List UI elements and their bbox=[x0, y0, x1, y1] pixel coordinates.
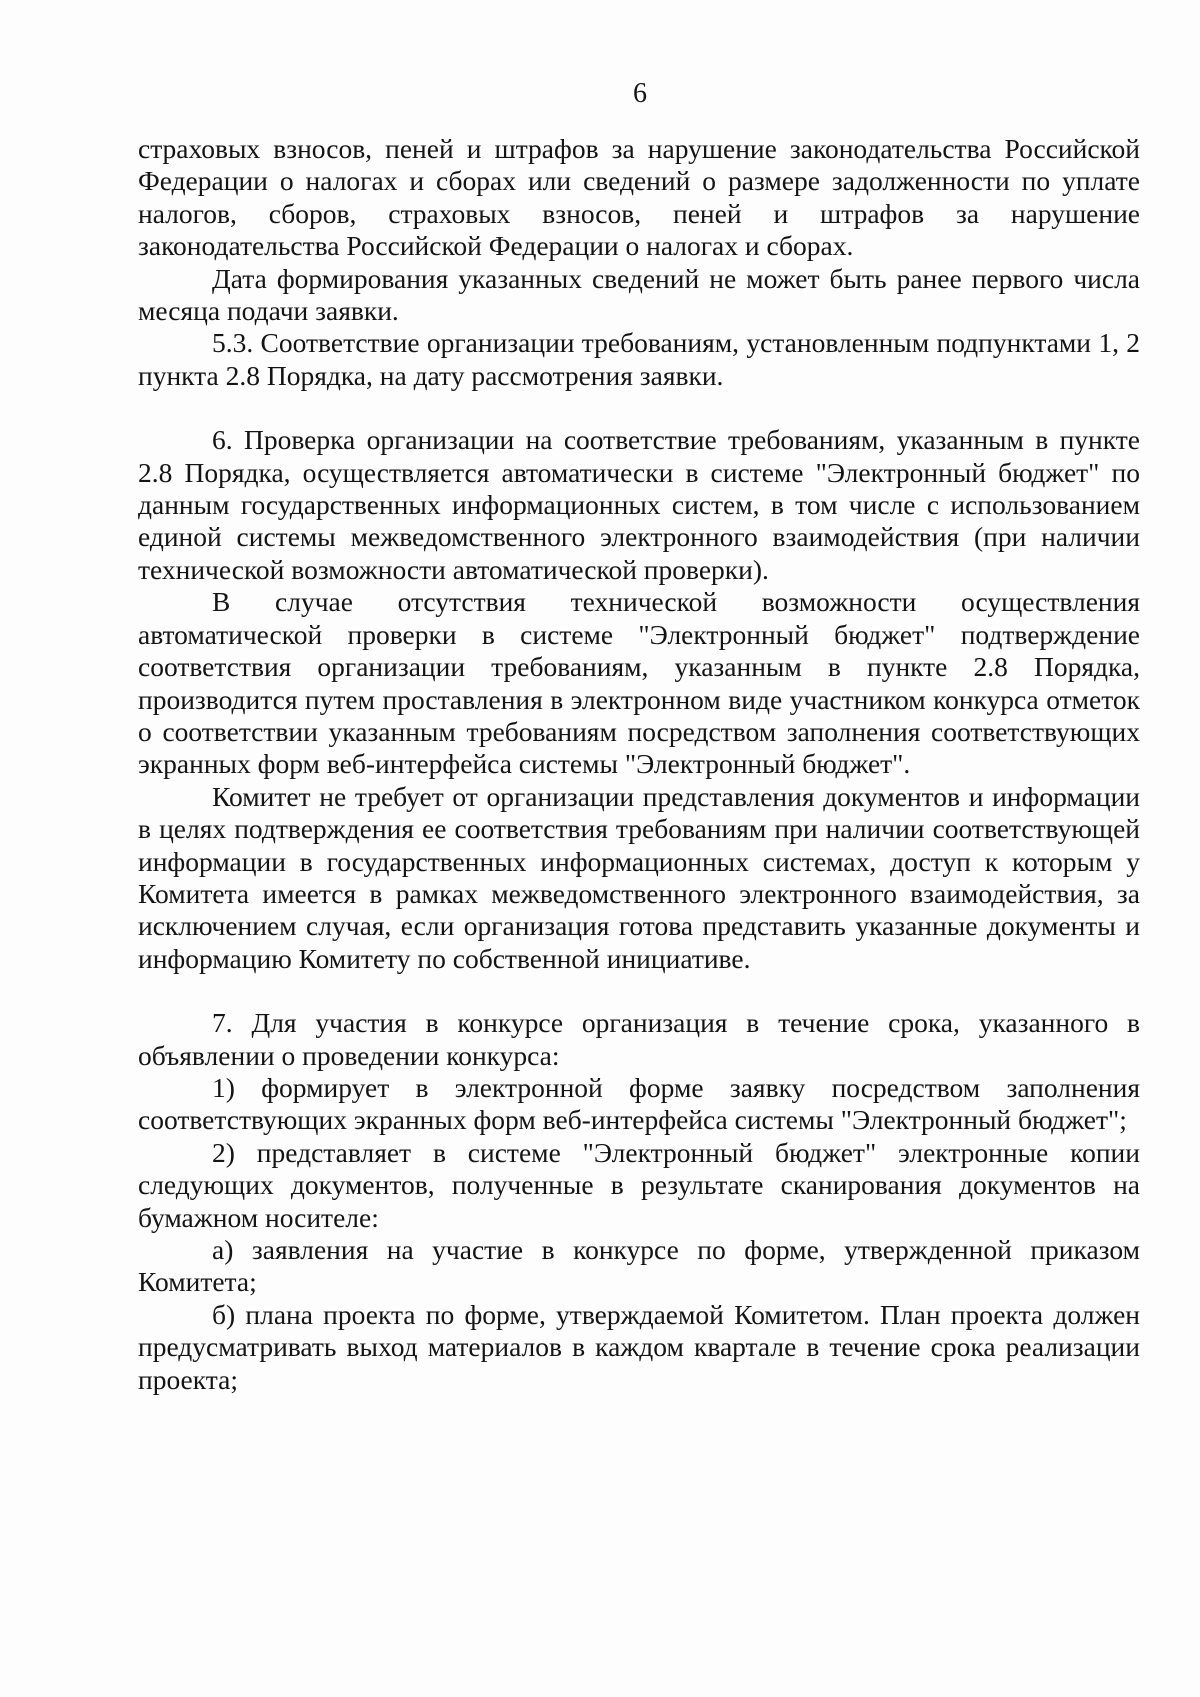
paragraph-tax-debt-info: страховых взносов, пеней и штрафов за нарушение законодательства Российской Федерации о налогах и сборах или сведений о размере задолженности по уплате налогов, сборов, страховых взносов, пеней и штрафов за нарушение законодательства Российской Федерации о налогах и сборах. bbox=[138, 133, 1140, 262]
paragraph-committee-not-require: Комитет не требует от организации представления документов и информации в целях подтверждения ее соответствия требованиям при наличии соответствующей информации в государственных информационных системах, доступ к которым у Комитета имеется в рамках межведомственного электронного взаимодействия, за исключением случая, если организация готова представить указанные документы и информацию Комитету по собственной инициативе. bbox=[138, 780, 1140, 974]
paragraph-7-participation: 7. Для участия в конкурсе организация в течение срока, указанного в объявлении о проведении конкурса: bbox=[138, 1007, 1140, 1071]
paragraph-manual-confirmation: В случае отсутствия технической возможности осуществления автоматической проверки в системе "Электронный бюджет" подтверждение соответствия организации требованиям, указанным в пункте 2.8 Порядка, производится путем проставления в электронном виде участником конкурса отметок о соответствии указанным требованиям посредством заполнения соответствующих экранных форм веб-интерфейса системы "Электронный бюджет". bbox=[138, 586, 1140, 780]
paragraph-6-verification: 6. Проверка организации на соответствие требованиям, указанным в пункте 2.8 Порядка, осуществляется автоматически в системе "Электронный бюджет" по данным государственных информационных систем, в том числе с использованием единой системы межведомственного электронного взаимодействия (при наличии технической возможности автоматической проверки). bbox=[138, 424, 1140, 585]
page-number: 6 bbox=[633, 78, 647, 109]
paragraph-7-2-a-statement: а) заявления на участие в конкурсе по форме, утвержденной приказом Комитета; bbox=[138, 1234, 1140, 1298]
document-body bbox=[138, 133, 1140, 1396]
paragraph-7-1-application: 1) формирует в электронной форме заявку посредством заполнения соответствующих экранных форм веб-интерфейса системы "Электронный бюджет"; bbox=[138, 1071, 1140, 1136]
paragraph-info-date: Дата формирования указанных сведений не может быть ранее первого числа месяца подачи заявки. bbox=[138, 262, 1140, 327]
paragraph-5-3: 5.3. Соответствие организации требованиям, установленным подпунктами 1, 2 пункта 2.8 Порядка, на дату рассмотрения заявки. bbox=[138, 327, 1140, 391]
paragraph-7-2-documents: 2) представляет в системе "Электронный бюджет" электронные копии следующих документов, полученные в результате сканирования документов на бумажном носителе: bbox=[138, 1136, 1140, 1233]
paragraph-7-2-b-project-plan: б) плана проекта по форме, утверждаемой Комитетом. План проекта должен предусматривать выход материалов в каждом квартале в течение срока реализации проекта; bbox=[138, 1298, 1140, 1395]
